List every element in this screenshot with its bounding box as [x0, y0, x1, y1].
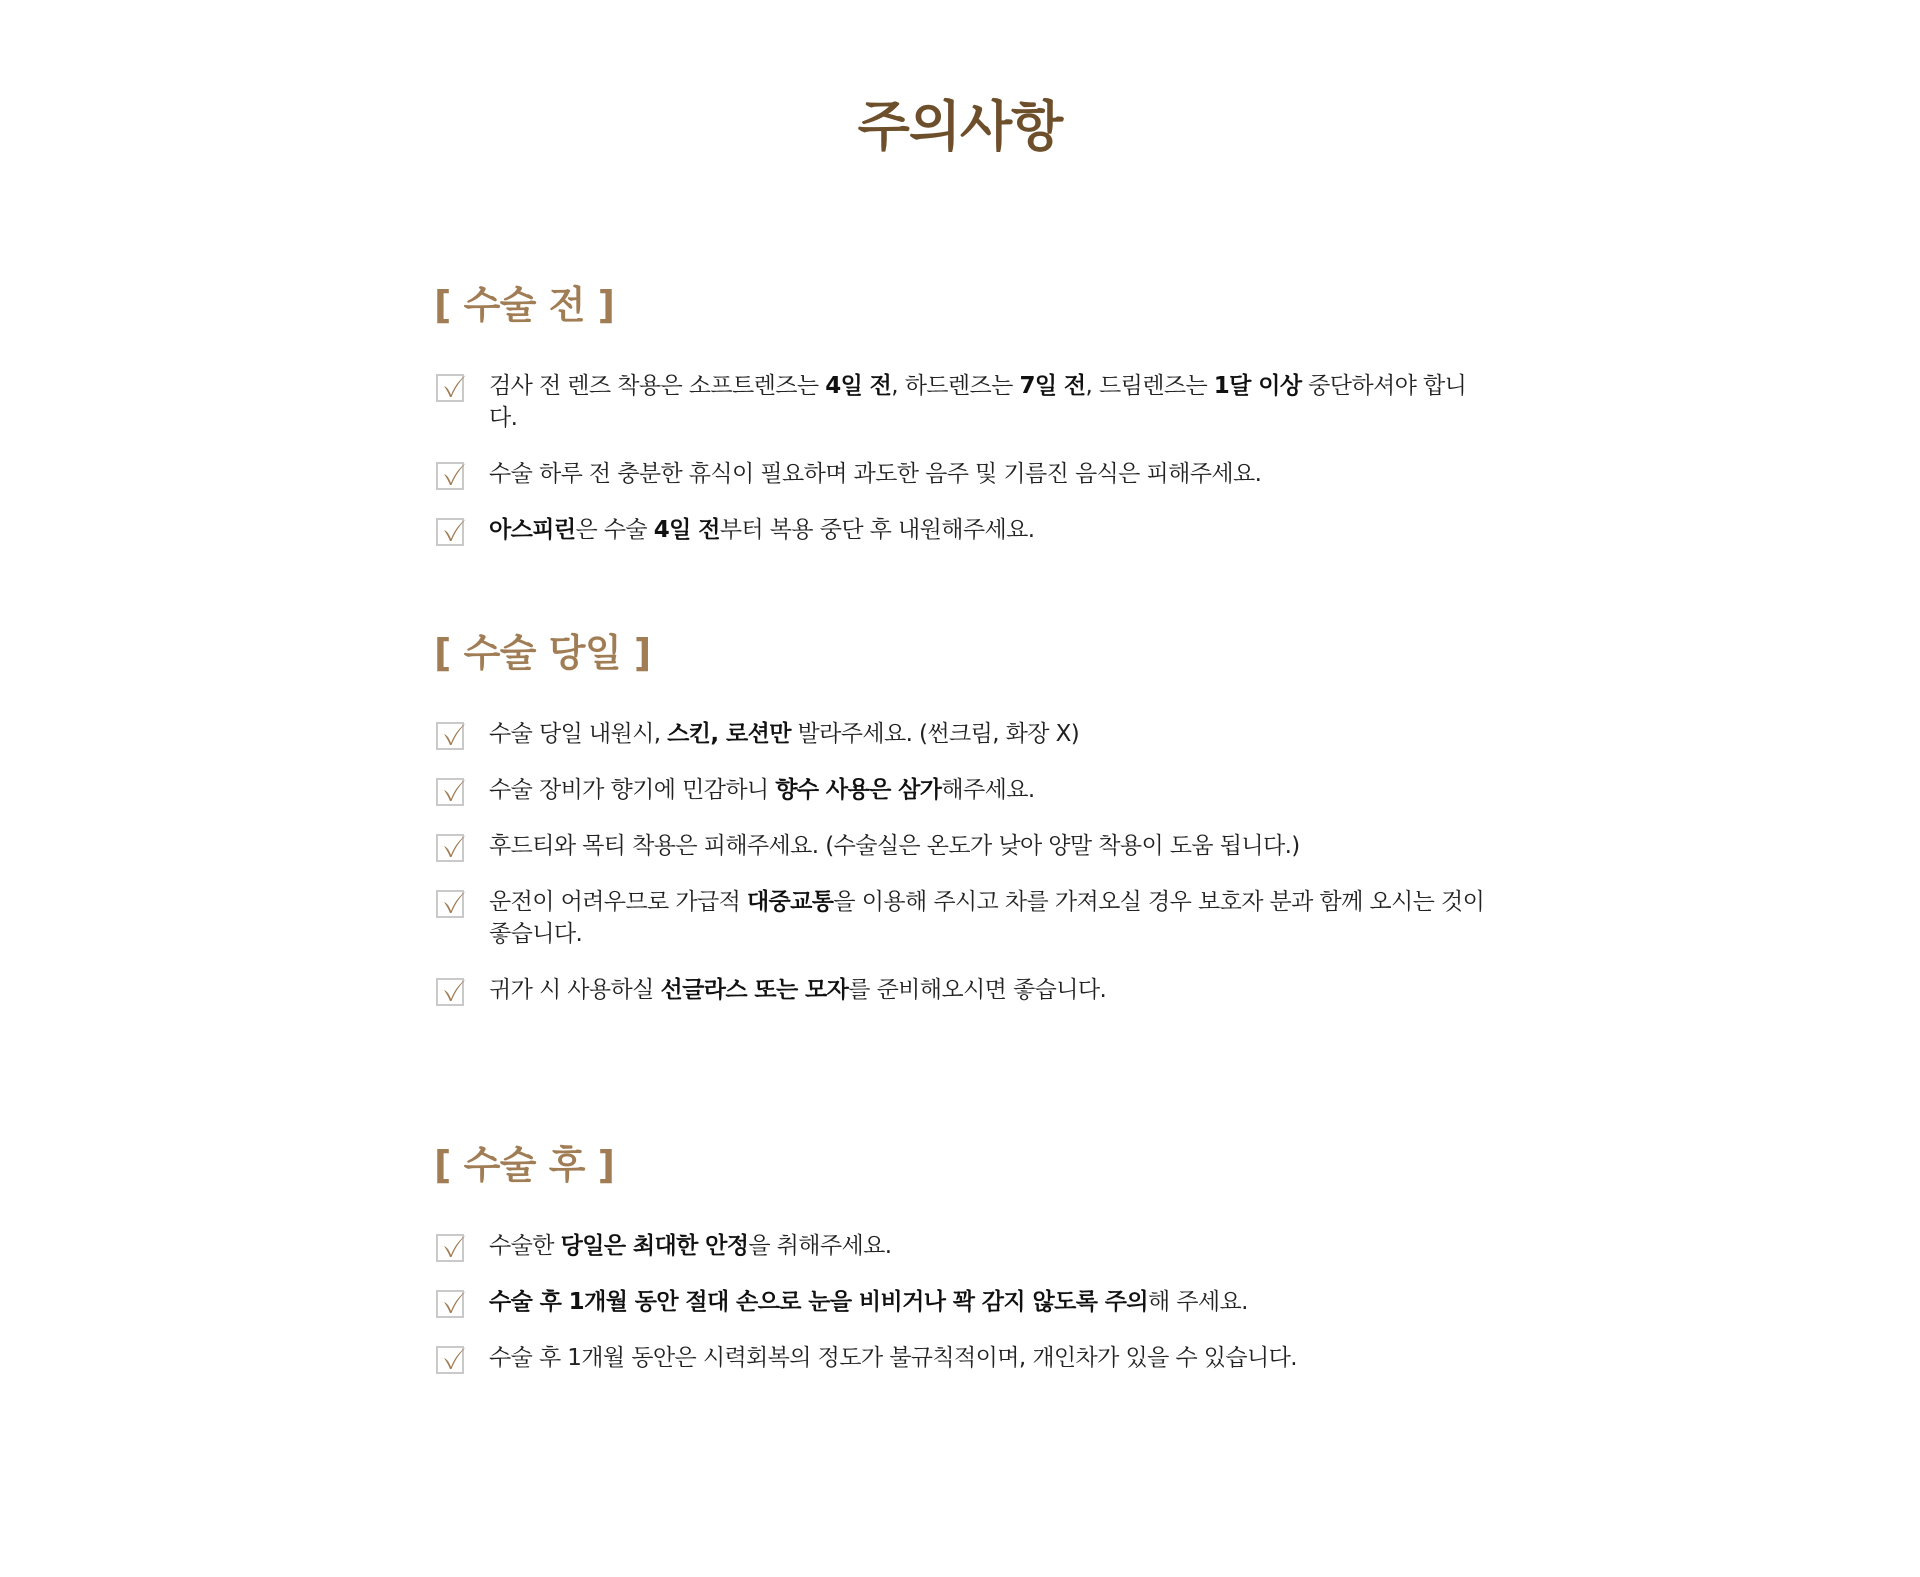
precaution-text [489, 833, 1300, 859]
checked-box-icon [436, 778, 464, 806]
section-heading: [ 수술 당일 ] [434, 631, 651, 675]
emphasis-text: 아스피린 [489, 517, 576, 543]
precaution-text [489, 889, 1484, 947]
checked-box-icon [436, 1346, 464, 1374]
text-segment: 수술한 [489, 1233, 561, 1259]
text-segment: 운전이 어려우므로 가급적 [489, 889, 747, 915]
emphasis-text: 1달 이상 [1213, 373, 1302, 399]
checked-box-icon [436, 978, 464, 1006]
text-segment: , 드림렌즈는 [1085, 373, 1214, 399]
text-segment: 을 취해주세요. [748, 1233, 892, 1259]
precaution-text [489, 977, 1106, 1003]
precaution-item [434, 886, 1494, 950]
text-segment: , 하드렌즈는 [891, 373, 1020, 399]
precaution-text [489, 721, 1079, 747]
text-segment: 해 주세요. [1147, 1289, 1248, 1315]
emphasis-text: 수술 후 1개월 동안 절대 손으로 눈을 비비거나 꽉 감지 않도록 주의 [489, 1289, 1148, 1315]
precaution-text [489, 777, 1035, 803]
emphasis-text: 당일은 최대한 안정 [560, 1233, 749, 1259]
precaution-item [434, 514, 1494, 546]
precaution-text [489, 373, 1466, 431]
text-segment: 를 준비해오시면 좋습니다. [848, 977, 1107, 1003]
emphasis-text: 향수 사용은 삼가 [775, 777, 942, 803]
text-segment: 후드티와 목티 착용은 피해주세요. (수술실은 온도가 낮아 양말 착용이 도움 됩니다.) [489, 833, 1300, 859]
text-segment: 부터 복용 중단 후 내원해주세요. [719, 517, 1035, 543]
text-segment: 을 이용해 주시고 차를 가져오실 경우 보호자 분과 함께 오시는 것이 좋습니다. [489, 889, 1485, 947]
text-segment: 해주세요. [941, 777, 1035, 803]
precaution-item [434, 1286, 1494, 1318]
emphasis-text: 대중교통 [746, 889, 834, 915]
checked-box-icon [436, 374, 464, 402]
section-before-surgery [434, 280, 1494, 543]
precaution-item [434, 1342, 1494, 1374]
emphasis-text: 4일 전 [825, 373, 892, 399]
precaution-item [434, 718, 1494, 750]
section-heading: [ 수술 전 ] [434, 283, 615, 327]
emphasis-text: 7일 전 [1019, 373, 1086, 399]
checked-box-icon [436, 834, 464, 862]
precaution-item [434, 458, 1494, 490]
text-segment: 귀가 시 사용하실 [489, 977, 661, 1003]
precaution-item [434, 1230, 1494, 1262]
text-segment: 수술 장비가 향기에 민감하니 [489, 777, 776, 803]
text-segment: 수술 후 1개월 동안은 시력회복의 정도가 불규칙적이며, 개인차가 있을 수 있습니다. [489, 1345, 1297, 1371]
checked-box-icon [436, 890, 464, 918]
emphasis-text: 선글라스 또는 모자 [660, 977, 849, 1003]
precaution-text [489, 517, 1034, 543]
checked-box-icon [436, 1290, 464, 1318]
precaution-item [434, 774, 1494, 806]
text-segment: 은 수술 [575, 517, 654, 543]
precaution-item [434, 974, 1494, 1006]
page-title: 주의사항 [857, 95, 1063, 158]
checked-box-icon [436, 462, 464, 490]
precaution-text [489, 1233, 891, 1259]
emphasis-text: 4일 전 [653, 517, 720, 543]
section-surgery-day [434, 628, 1494, 1003]
text-segment: 발라주세요. (썬크림, 화장 X) [790, 721, 1080, 747]
precaution-list [434, 370, 1494, 570]
precaution-item [434, 370, 1494, 434]
checked-box-icon [436, 722, 464, 750]
precaution-text [489, 1289, 1248, 1315]
precaution-list [434, 718, 1494, 1030]
section-heading: [ 수술 후 ] [434, 1143, 615, 1187]
precaution-list [434, 1230, 1494, 1398]
precaution-item [434, 830, 1494, 862]
section-after-surgery [434, 1140, 1494, 1371]
precaution-text [489, 461, 1261, 487]
precaution-text [489, 1345, 1297, 1371]
text-segment: 검사 전 렌즈 착용은 소프트렌즈는 [489, 373, 826, 399]
checked-box-icon [436, 518, 464, 546]
text-segment: 중단하셔야 합니다. [489, 373, 1467, 431]
checked-box-icon [436, 1234, 464, 1262]
emphasis-text: 스킨, 로션만 [667, 721, 791, 747]
text-segment: 수술 당일 내원시, [489, 721, 668, 747]
text-segment: 수술 하루 전 충분한 휴식이 필요하며 과도한 음주 및 기름진 음식은 피해주세요. [489, 461, 1262, 487]
